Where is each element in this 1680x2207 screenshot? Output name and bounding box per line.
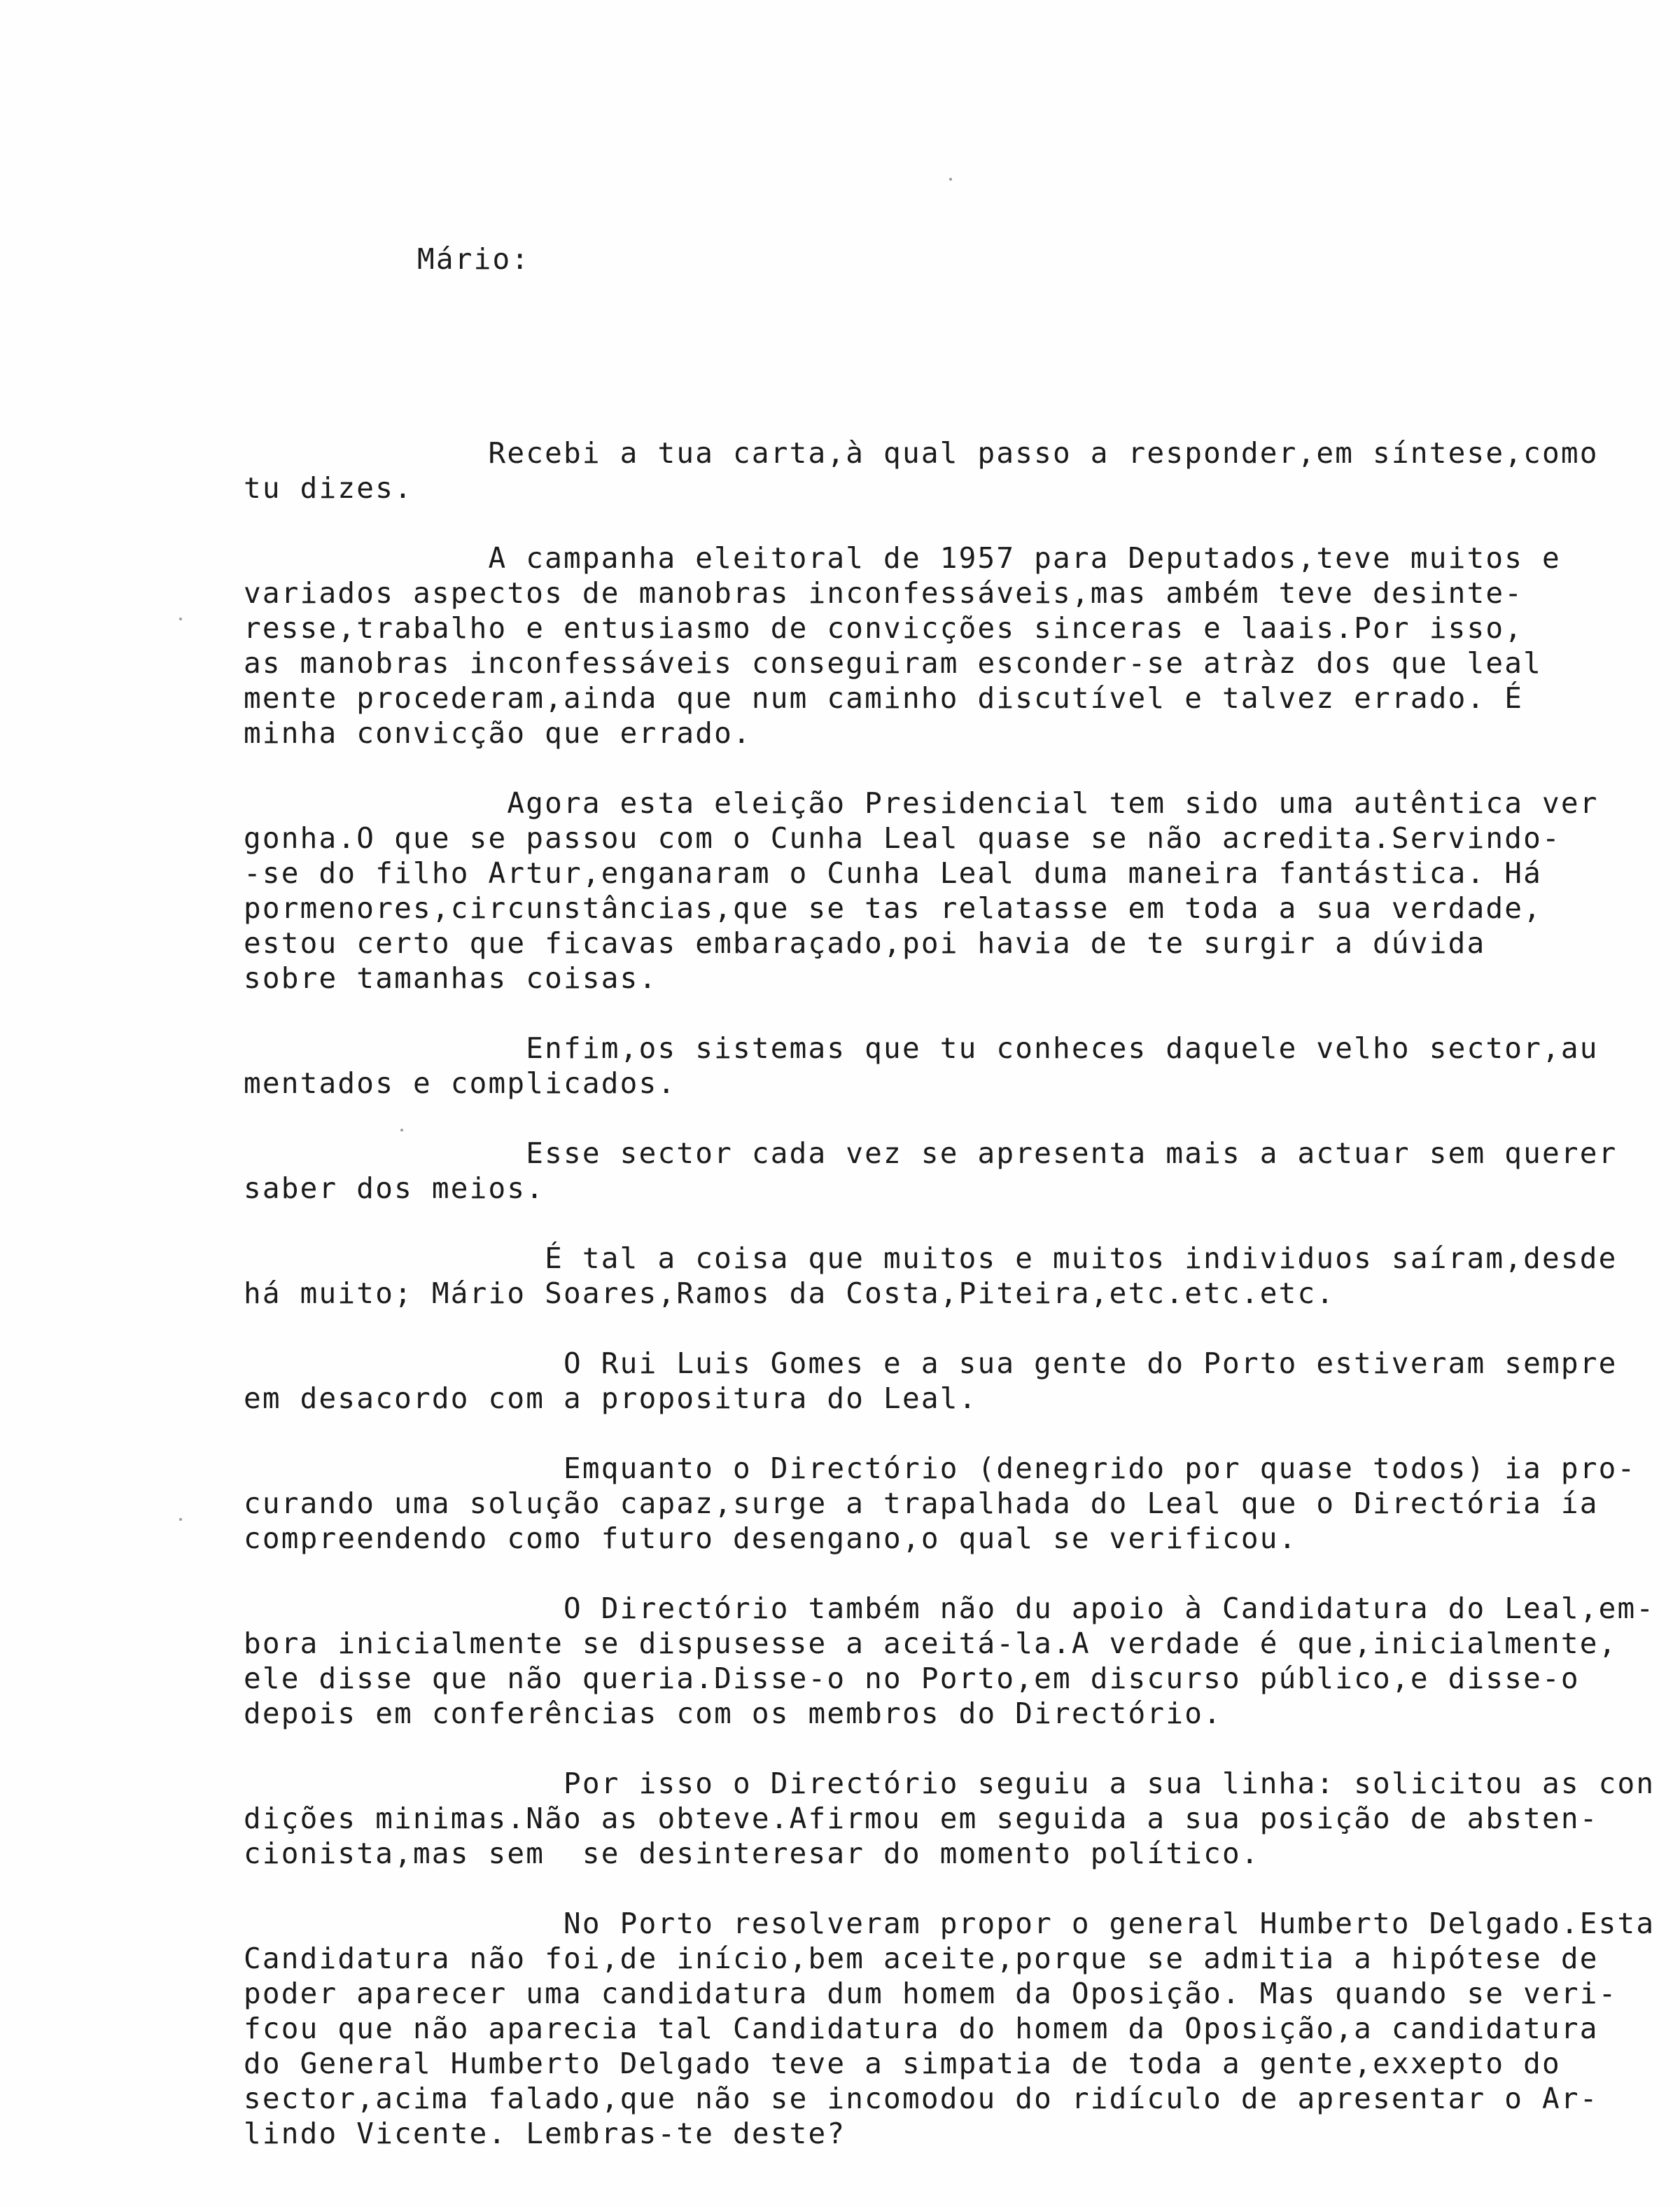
letter-line: sobre tamanhas coisas. [244, 961, 658, 995]
letter-line: Por isso o Directório seguiu a sua linha: solicitou as con [244, 1767, 1656, 1800]
letter-line: dições minimas.Não as obteve.Afirmou em seguida a sua posição de absten- [244, 1802, 1599, 1835]
letter-line: Recebi a tua carta,à qual passo a responder,em síntese,como [244, 436, 1599, 470]
letter-line: ele disse que não queria.Disse-o no Porto,em discurso público,e disse-o [244, 1662, 1580, 1695]
letter-paragraph [244, 786, 1630, 996]
letter-paragraph [244, 1591, 1656, 1731]
letter-line: sector,acima falado,que não se incomodou do ridículo de apresentar o Ar- [244, 2082, 1599, 2115]
letter-line: variados aspectos de manobras inconfessáveis,mas ambém teve desinte- [244, 576, 1524, 610]
letter-line: mente procederam,ainda que num caminho discutível e talvez errado. É [244, 681, 1524, 715]
letter-line: fcou que não aparecia tal Candidatura do homem da Oposição,a candidatura [244, 2012, 1599, 2045]
letter-line: resse,trabalho e entusiasmo de convicções sinceras e laais.Por isso, [244, 611, 1524, 645]
letter-line: A campanha eleitoral de 1957 para Deputados,teve muitos e [244, 541, 1561, 575]
letter-line: lindo Vicente. Lembras-te deste? [244, 2117, 846, 2150]
letter-line: gonha.O que se passou com o Cunha Leal quase se não acredita.Servindo- [244, 821, 1561, 855]
letter-paragraph [244, 1451, 1637, 1556]
salutation: Mário: [417, 242, 531, 276]
letter-line: há muito; Mário Soares,Ramos da Costa,Piteira,etc.etc.etc. [244, 1276, 1336, 1310]
letter-line: Emquanto o Directório (denegrido por quase todos) ia pro- [244, 1451, 1637, 1485]
letter-line: tu dizes. [244, 471, 413, 505]
letter-line: do General Humberto Delgado teve a simpatia de toda a gente,exxepto do [244, 2047, 1561, 2080]
letter-paragraph [244, 541, 1630, 751]
letter-line: compreendendo como futuro desengano,o qual se verificou. [244, 1522, 1298, 1555]
letter-paragraph [244, 1031, 1630, 1101]
letter-line: curando uma solução capaz,surge a trapalhada do Leal que o Directória ía [244, 1487, 1599, 1520]
letter-line: cionista,mas sem se desinteresar do momento político. [244, 1837, 1260, 1870]
letter-line: O Directório também não du apoio à Candidatura do Leal,em- [244, 1592, 1656, 1625]
letter-line: em desacordo com a propositura do Leal. [244, 1381, 978, 1415]
letter-paragraph [244, 436, 1630, 506]
letter-paragraph [244, 1906, 1656, 2151]
letter-line: Esse sector cada vez se apresenta mais a actuar sem querer [244, 1136, 1618, 1170]
letter-line: -se do filho Artur,enganaram o Cunha Leal duma maneira fantástica. Há [244, 856, 1543, 890]
letter-paragraph [244, 1241, 1630, 1311]
paper-speck [179, 1518, 182, 1521]
letter-body [244, 436, 1656, 2186]
letter-line: as manobras inconfessáveis conseguiram esconder-se atràz dos que leal [244, 646, 1543, 680]
letter-paragraph [244, 1766, 1656, 1871]
letter-line: minha convicção que errado. [244, 716, 752, 750]
letter-line: mentados e complicados. [244, 1066, 677, 1100]
letter-line: O Rui Luis Gomes e a sua gente do Porto estiveram sempre [244, 1346, 1618, 1380]
paper-speck [179, 618, 182, 620]
letter-line: Agora esta eleição Presidencial tem sido uma autêntica ver [244, 786, 1599, 820]
letter-line: estou certo que ficavas embaraçado,poi havia de te surgir a dúvida [244, 926, 1486, 960]
letter-line: depois em conferências com os membros do Directório. [244, 1697, 1222, 1730]
letter-line: É tal a coisa que muitos e muitos individuos saíram,desde [244, 1241, 1618, 1275]
letter-line: Candidatura não foi,de início,bem aceite,porque se admitia a hipótese de [244, 1942, 1599, 1975]
letter-line: bora inicialmente se dispusesse a aceitá-la.A verdade é que,inicialmente, [244, 1627, 1618, 1660]
letter-line: pormenores,circunstâncias,que se tas relatasse em toda a sua verdade, [244, 891, 1543, 925]
paper-speck [949, 178, 952, 181]
letter-line: poder aparecer uma candidatura dum homem da Oposição. Mas quando se veri- [244, 1977, 1618, 2010]
letter-line: Enfim,os sistemas que tu conheces daquele velho sector,au [244, 1031, 1599, 1065]
letter-line: saber dos meios. [244, 1171, 545, 1205]
letter-paragraph [244, 1136, 1630, 1206]
letter-paragraph [244, 1346, 1630, 1416]
letter-line: No Porto resolveram propor o general Humberto Delgado.Esta [244, 1907, 1656, 1940]
